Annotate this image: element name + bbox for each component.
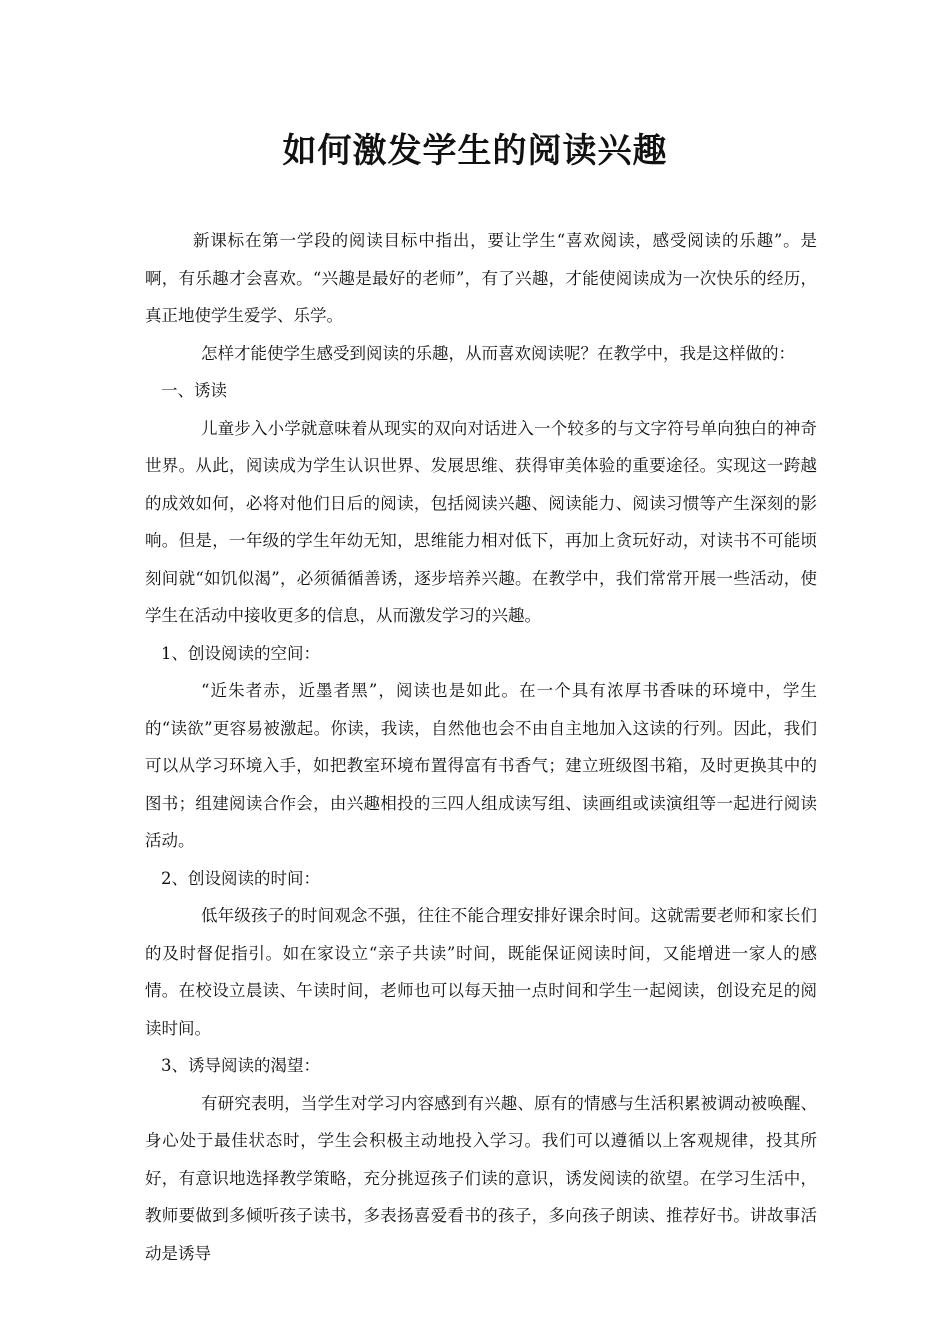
- document-body: [145, 222, 817, 1272]
- paragraph-intro: 新课标在第一学段的阅读目标中指出，要让学生“喜欢阅读，感受阅读的乐趣”。是啊，有乐趣才会喜欢。“兴趣是最好的老师”，有了兴趣，才能使阅读成为一次快乐的经历，真正地使学生爱学、乐学。: [145, 231, 817, 325]
- paragraph-section-1: 儿童步入小学就意味着从现实的双向对话进入一个较多的与文字符号单向独白的神奇世界。从此，阅读成为学生认识世界、发展思维、获得审美体验的重要途径。实现这一跨越的成效如何，必将对他们日后的阅读，包括阅读兴趣、阅读能力、阅读习惯等产生深刻的影响。但是，一年级的学生年幼无知，思维能力相对低下，再加上贪玩好动，对读书不可能顷刻间就“如饥似渴”，必须循循善诱，逐步培养兴趣。在教学中，我们常常开展一些活动，使学生在活动中接收更多的信息，从而激发学习的兴趣。: [145, 418, 817, 625]
- subheading-3: 3、诱导阅读的渴望：: [161, 1056, 320, 1075]
- paragraph-subsection-3: 有研究表明，当学生对学习内容感到有兴趣、原有的情感与生活积累被调动被唤醒、身心处于最佳状态时，学生会积极主动地投入学习。我们可以遵循以上客观规律，投其所好，有意识地选择教学策略，充分挑逗孩子们读的意识，诱发阅读的欲望。在学习生活中，教师要做到多倾听孩子读书，多表扬喜爱看书的孩子，多向孩子朗读、推荐好书。讲故事活动是诱导: [145, 1093, 817, 1263]
- subheading-1: 1、创设阅读的空间：: [161, 643, 320, 663]
- subheading-2: 2、创设阅读的时间：: [161, 868, 320, 888]
- section-heading-1: 一、诱读: [161, 381, 227, 400]
- paragraph-subsection-1: “近朱者赤，近墨者黑”，阅读也是如此。在一个具有浓厚书香味的环境中，学生的“读欲”更容易被激起。你读，我读，自然他也会不由自主地加入这读的行列。因此，我们可以从学习环境入手，如把教室环境布置得富有书香气；建立班级图书箱，及时更换其中的图书；组建阅读合作会，由兴趣相投的三四人组成读写组、读画组或读演组等一起进行阅读活动。: [145, 681, 817, 850]
- document-title: 如何激发学生的阅读兴趣: [282, 131, 668, 171]
- paragraph-question: 怎样才能使学生感受到阅读的乐趣，从而喜欢阅读呢？在教学中，我是这样做的：: [201, 343, 795, 363]
- paragraph-subsection-2: 低年级孩子的时间观念不强，往往不能合理安排好课余时间。这就需要老师和家长们的及时督促指引。如在家设立“亲子共读”时间，既能保证阅读时间，又能增进一家人的感情。在校设立晨读、午读时间，老师也可以每天抽一点时间和学生一起阅读，创设充足的阅读时间。: [145, 906, 817, 1038]
